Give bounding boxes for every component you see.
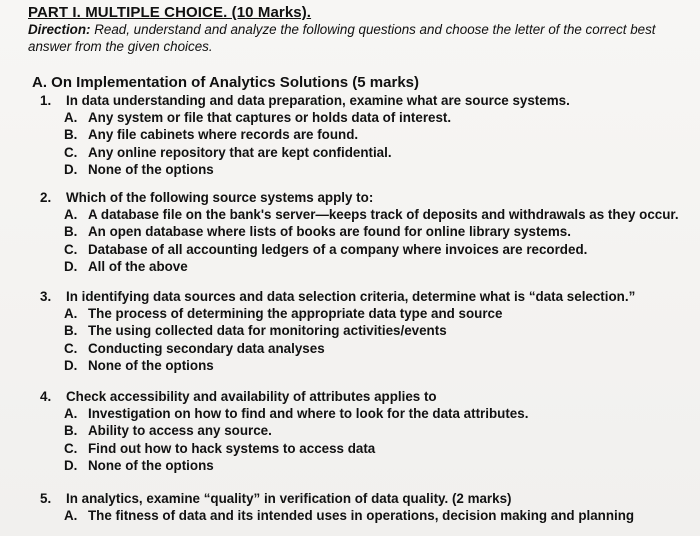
question-stem	[40, 490, 690, 507]
answer-option	[40, 223, 690, 240]
option-text: An open database where lists of books are found for online library systems.	[88, 224, 571, 240]
option-text: All of the above	[88, 258, 188, 274]
option-text: The process of determining the appropriate data type and source	[88, 306, 503, 322]
question-text: In identifying data sources and data selection criteria, determine what is “data selection.”	[66, 289, 636, 304]
answer-option	[40, 305, 690, 322]
answer-option	[40, 507, 690, 524]
answer-option	[40, 144, 690, 161]
option-text: None of the options	[88, 357, 214, 373]
question-text: Check accessibility and availability of attributes applies to	[66, 389, 437, 404]
answer-option	[40, 457, 690, 474]
question-text: In data understanding and data preparation, examine what are source systems.	[66, 93, 570, 108]
question-number: 4.	[40, 389, 52, 404]
option-letter: B.	[64, 423, 78, 439]
option-text: Any system or file that captures or holds data of interest.	[88, 110, 452, 126]
option-letter: B.	[64, 127, 78, 143]
answer-option	[40, 422, 690, 439]
question-text: In analytics, examine “quality” in verification of data quality. (2 marks)	[66, 491, 512, 506]
question-2	[40, 189, 690, 275]
question-stem	[40, 92, 690, 109]
question-number: 1.	[40, 93, 52, 108]
option-letter: C.	[64, 144, 78, 160]
section-title: A. On Implementation of Analytics Solutions (5 marks)	[32, 74, 420, 91]
option-text: Investigation on how to find and where to look for the data attributes.	[88, 406, 529, 422]
answer-option	[40, 109, 690, 126]
option-letter: C.	[64, 241, 78, 257]
option-text: A database file on the bank's server—keeps track of deposits and withdrawals as they occur.	[88, 207, 679, 223]
question-5	[40, 490, 690, 524]
question-1	[40, 92, 690, 178]
answer-option	[40, 440, 690, 457]
answer-option	[40, 206, 690, 223]
question-number: 2.	[40, 190, 52, 205]
question-4	[40, 388, 690, 474]
option-letter: D.	[64, 258, 78, 274]
directions-label: Direction:	[28, 22, 91, 37]
option-letter: B.	[64, 224, 78, 240]
question-number: 3.	[40, 289, 52, 304]
option-letter: A.	[64, 406, 78, 422]
question-number: 5.	[40, 491, 52, 506]
option-letter: D.	[64, 357, 78, 373]
part-title: PART I. MULTIPLE CHOICE. (10 Marks).	[28, 4, 312, 21]
option-text: Database of all accounting ledgers of a company where invoices are recorded.	[88, 241, 588, 257]
option-text: Conducting secondary data analyses	[88, 340, 325, 356]
question-3	[40, 288, 690, 374]
option-text: The fitness of data and its intended uses in operations, decision making and planning	[88, 508, 635, 524]
option-text: None of the options	[88, 161, 214, 177]
question-stem	[40, 189, 690, 206]
answer-option	[40, 322, 690, 339]
directions-text: Read, understand and analyze the following questions and choose the letter of the correct best answer from the given choices.	[28, 22, 656, 54]
option-text: Ability to access any source.	[88, 423, 272, 439]
answer-option	[40, 357, 690, 374]
option-letter: A.	[64, 207, 78, 223]
option-letter: C.	[64, 440, 78, 456]
question-stem	[40, 388, 690, 405]
option-letter: B.	[64, 323, 78, 339]
option-letter: D.	[64, 161, 78, 177]
question-text: Which of the following source systems apply to:	[66, 190, 374, 205]
option-text: None of the options	[88, 457, 214, 473]
option-letter: A.	[64, 508, 78, 524]
option-text: The using collected data for monitoring activities/events	[88, 323, 447, 339]
answer-option	[40, 126, 690, 143]
option-text: Any online repository that are kept confidential.	[88, 144, 392, 160]
directions	[28, 21, 668, 55]
answer-option	[40, 241, 690, 258]
question-stem	[40, 288, 690, 305]
option-letter: A.	[64, 110, 78, 126]
option-letter: A.	[64, 306, 78, 322]
answer-option	[40, 161, 690, 178]
option-text: Any file cabinets where records are found.	[88, 127, 359, 143]
option-text: Find out how to hack systems to access data	[88, 440, 376, 456]
answer-option	[40, 340, 690, 357]
answer-option	[40, 405, 690, 422]
option-letter: D.	[64, 457, 78, 473]
option-letter: C.	[64, 340, 78, 356]
answer-option	[40, 258, 690, 275]
